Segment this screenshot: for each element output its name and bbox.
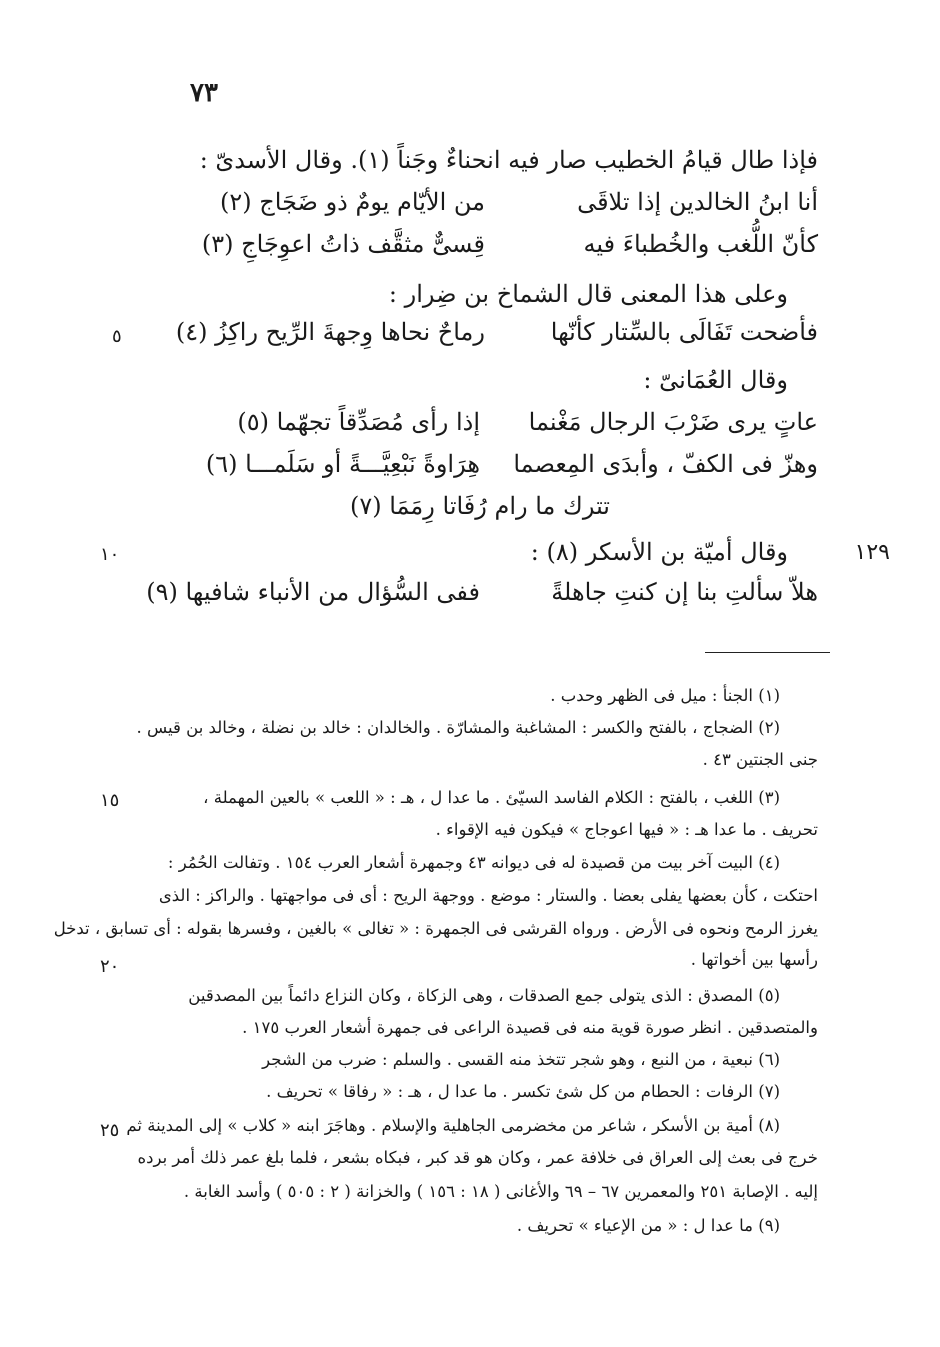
footnote-2-line-2: جنى الجنتين ٤٣ .: [702, 750, 818, 769]
footnote-5-line-2: والمتصدقين . انظر صورة قوية منه فى قصيدة الراعى فى جمهرة أشعار العرب ١٧٥ .: [242, 1018, 818, 1037]
line-number-5: ٥: [112, 326, 122, 347]
verse-2-first-hemistich: كأنّ اللُّغب والخُطباءَ فيه: [583, 230, 818, 258]
verse-4-second-hemistich: إذا رأى مُصَدِّقاً تجهّما (٥): [237, 408, 480, 436]
verse-2-second-hemistich: قِسىٌّ مثقَّف ذاتُ اعوِجَاجِ (٣): [201, 230, 485, 258]
footnote-separator: [705, 652, 830, 653]
footnote-8-line-1: (٨) أمية بن الأسكر ، شاعر من مخضرمى الجاهلية والإسلام . وهاجَرَ ابنه « كلاب » إلى المدينة ثم: [126, 1116, 780, 1135]
footnote-4-line-3: يغرز الرمح ونحوه فى الأرض . ورواه القرشى فى الجمهرة : « تغالى » بالغين ، وفسرها بقوله : أى تسابق ، تدخل: [53, 919, 818, 938]
line-number-10: ١٠: [100, 544, 120, 565]
page-number: ٧٣: [190, 78, 218, 108]
verse-6: تترك ما رام رُفَاتا رِمَمَا (٧): [349, 492, 610, 520]
footnote-7: (٧) الرفات : الحطام من كل شئ تكسر . ما عدا ل ، هـ : « رفاقا » تحريف .: [266, 1082, 780, 1101]
verse-3-second-hemistich: رماحٌ نحاها وِجهةَ الرِّيح راكِزُ (٤): [175, 318, 485, 346]
footnote-3-line-1: (٣) اللغب ، بالفتح : الكلام الفاسد السيّئ . ما عدا ل ، هـ : « اللعب » بالعين المهملة ،: [203, 788, 780, 807]
verse-1-first-hemistich: أنا ابنُ الخالدين إذا تلاقَى: [577, 188, 818, 216]
prose-intro-asadi: فإذا طال قيامُ الخطيب صار فيه انحناءٌ وجَناً (١). وقال الأسدىّ :: [199, 146, 818, 174]
verse-7-second-hemistich: ففى السُّؤال من الأنباء شافيها (٩): [146, 578, 480, 606]
prose-intro-umayya: وقال أميّة بن الأسكر (٨) :: [530, 538, 788, 566]
line-number-15: ١٥: [100, 790, 120, 811]
prose-intro-shammakh: وعلى هذا المعنى قال الشماخ بن ضِرار :: [388, 280, 788, 308]
verse-5-second-hemistich: هِرَاوةً نَبْعِيَّـــةً أو سَلَمـــا (٦): [205, 450, 480, 478]
footnote-6: (٦) نبعية ، من النبع ، وهو شجر تتخذ منه القسى . والسلم : ضرب من الشجر: [262, 1050, 780, 1069]
margin-reference-number: ١٢٩: [854, 540, 890, 565]
verse-4-first-hemistich: عاتٍ يرى ضَرْبَ الرجال مَغْنما: [528, 408, 818, 436]
verse-3-first-hemistich: فأضحت تَفَالَى بالسِّتار كأنّها: [550, 318, 818, 346]
verse-1-second-hemistich: من الأيّام يومٌ ذو ضَجَاج (٢): [220, 188, 485, 216]
prose-intro-umani: وقال العُمَانىّ :: [643, 366, 788, 394]
verse-7-first-hemistich: هلاّ سألتِ بنا إن كنتِ جاهلةً: [551, 578, 818, 606]
footnote-1: (١) الجنأ : ميل فى الظهر وحدب .: [550, 686, 780, 705]
footnote-5-line-1: (٥) المصدق : الذى يتولى جمع الصدقات ، وهى الزكاة ، وكان النزاع دائماً بين المصدقين: [188, 986, 780, 1005]
footnote-3-line-2: تحريف . ما عدا هـ : « فيها اعوجاج » فيكون فيه الإقواء .: [435, 820, 818, 839]
footnote-4-line-4: رأسها بين أخواتها .: [690, 950, 818, 969]
footnote-8-line-2: خرج فى بعث إلى العراق فى خلافة عمر ، وكان هو قد كبر ، فبكاه بشعر ، فلما بلغ عمر ذلك أمر برده: [137, 1148, 818, 1167]
footnote-2-line-1: (٢) الضجاج ، بالفتح والكسر : المشاغبة والمشارّة . والخالدان : خالد بن نضلة ، وخالد بن قيس .: [136, 718, 780, 737]
footnote-4-line-2: احتكت ، كأن بعضها يفلى بعضا . والستار : موضع . ووجهة الريح : أى فى مواجهتها . والراكز : الذى: [158, 886, 818, 905]
line-number-20: ٢٠: [100, 956, 120, 977]
verse-5-first-hemistich: وهزّ فى الكفّ ، وأبدَى المِعصما: [513, 450, 818, 478]
footnote-8-line-3: إليه . الإصابة ٢٥١ والمعمرين ٦٧ – ٦٩ والأغانى ( ١٨ : ١٥٦ ) والخزانة ( ٢ : ٥٠٥ ) وأسد الغابة .: [183, 1182, 818, 1201]
footnote-9: (٩) ما عدا ل : « من الإعياء » تحريف .: [516, 1216, 780, 1235]
footnote-4-line-1: (٤) البيت آخر بيت من قصيدة له فى ديوانه ٤٣ وجمهرة أشعار العرب ١٥٤ . وتفالت الحُمُر :: [167, 853, 780, 872]
line-number-25: ٢٥: [100, 1120, 120, 1141]
